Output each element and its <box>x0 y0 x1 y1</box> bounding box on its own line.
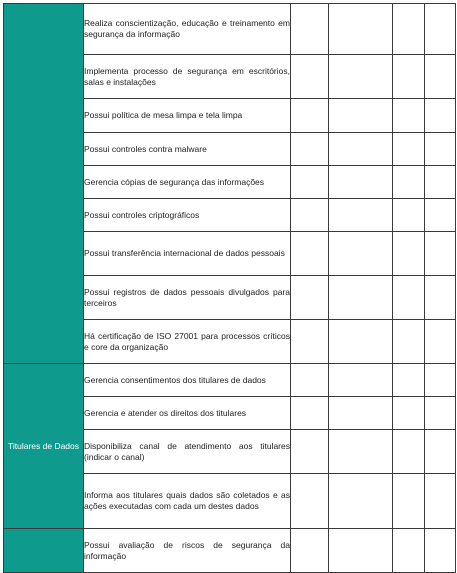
check-cell[interactable] <box>425 320 456 364</box>
item-label: Possui registros de dados pessoais divulgados para terceiros <box>84 276 291 320</box>
check-cell[interactable] <box>291 397 329 430</box>
check-cell[interactable] <box>291 199 329 232</box>
check-cell[interactable] <box>425 529 456 573</box>
check-cell[interactable] <box>393 199 425 232</box>
category-cell: Titulares de Dados <box>4 364 84 529</box>
check-cell[interactable] <box>291 474 329 529</box>
check-cell[interactable] <box>291 529 329 573</box>
check-cell[interactable] <box>329 529 393 573</box>
check-cell[interactable] <box>393 232 425 276</box>
table-row <box>4 529 456 573</box>
security-checklist-table <box>3 3 456 573</box>
category-cell <box>4 4 84 364</box>
item-label: Possui avaliação de riscos de segurança da informação <box>84 529 291 573</box>
check-cell[interactable] <box>291 55 329 99</box>
check-cell[interactable] <box>291 276 329 320</box>
check-cell[interactable] <box>425 133 456 166</box>
check-cell[interactable] <box>425 55 456 99</box>
check-cell[interactable] <box>329 364 393 397</box>
check-cell[interactable] <box>393 397 425 430</box>
item-label: Realiza conscientização, educação e treinamento em segurança da informação <box>84 4 291 55</box>
check-cell[interactable] <box>329 474 393 529</box>
check-cell[interactable] <box>393 55 425 99</box>
check-cell[interactable] <box>291 166 329 199</box>
item-label: Há certificação de ISO 27001 para processos críticos e core da organização <box>84 320 291 364</box>
check-cell[interactable] <box>393 4 425 55</box>
check-cell[interactable] <box>425 364 456 397</box>
check-cell[interactable] <box>425 276 456 320</box>
check-cell[interactable] <box>329 397 393 430</box>
item-label: Possui política de mesa limpa e tela limpa <box>84 99 291 133</box>
check-cell[interactable] <box>291 364 329 397</box>
table-row <box>4 364 456 397</box>
check-cell[interactable] <box>329 133 393 166</box>
check-cell[interactable] <box>425 166 456 199</box>
item-label: Possui controles criptográficos <box>84 199 291 232</box>
check-cell[interactable] <box>425 474 456 529</box>
table-row <box>4 4 456 55</box>
check-cell[interactable] <box>425 199 456 232</box>
check-cell[interactable] <box>393 529 425 573</box>
check-cell[interactable] <box>291 430 329 474</box>
check-cell[interactable] <box>393 430 425 474</box>
item-label: Possui controles contra malware <box>84 133 291 166</box>
check-cell[interactable] <box>425 430 456 474</box>
item-label: Disponibiliza canal de atendimento aos titulares (indicar o canal) <box>84 430 291 474</box>
category-cell <box>4 529 84 573</box>
check-cell[interactable] <box>329 320 393 364</box>
check-cell[interactable] <box>393 320 425 364</box>
check-cell[interactable] <box>329 430 393 474</box>
check-cell[interactable] <box>329 55 393 99</box>
item-label: Implementa processo de segurança em escritórios, salas e instalações <box>84 55 291 99</box>
check-cell[interactable] <box>329 99 393 133</box>
check-cell[interactable] <box>393 364 425 397</box>
item-label: Gerencia cópias de segurança das informações <box>84 166 291 199</box>
checklist-frame <box>3 3 455 561</box>
check-cell[interactable] <box>291 232 329 276</box>
check-cell[interactable] <box>291 99 329 133</box>
item-label: Possui transferência internacional de dados pessoais <box>84 232 291 276</box>
check-cell[interactable] <box>425 99 456 133</box>
check-cell[interactable] <box>291 4 329 55</box>
item-label: Gerencia consentimentos dos titulares de dados <box>84 364 291 397</box>
check-cell[interactable] <box>425 232 456 276</box>
check-cell[interactable] <box>291 320 329 364</box>
check-cell[interactable] <box>393 276 425 320</box>
check-cell[interactable] <box>425 397 456 430</box>
check-cell[interactable] <box>329 166 393 199</box>
check-cell[interactable] <box>393 99 425 133</box>
item-label: Gerencia e atender os direitos dos titulares <box>84 397 291 430</box>
check-cell[interactable] <box>329 232 393 276</box>
check-cell[interactable] <box>393 474 425 529</box>
check-cell[interactable] <box>291 133 329 166</box>
check-cell[interactable] <box>329 199 393 232</box>
check-cell[interactable] <box>329 4 393 55</box>
check-cell[interactable] <box>393 133 425 166</box>
check-cell[interactable] <box>425 4 456 55</box>
item-label: Informa aos titulares quais dados são coletados e as ações executadas com cada um destes dados <box>84 474 291 529</box>
check-cell[interactable] <box>329 276 393 320</box>
check-cell[interactable] <box>393 166 425 199</box>
